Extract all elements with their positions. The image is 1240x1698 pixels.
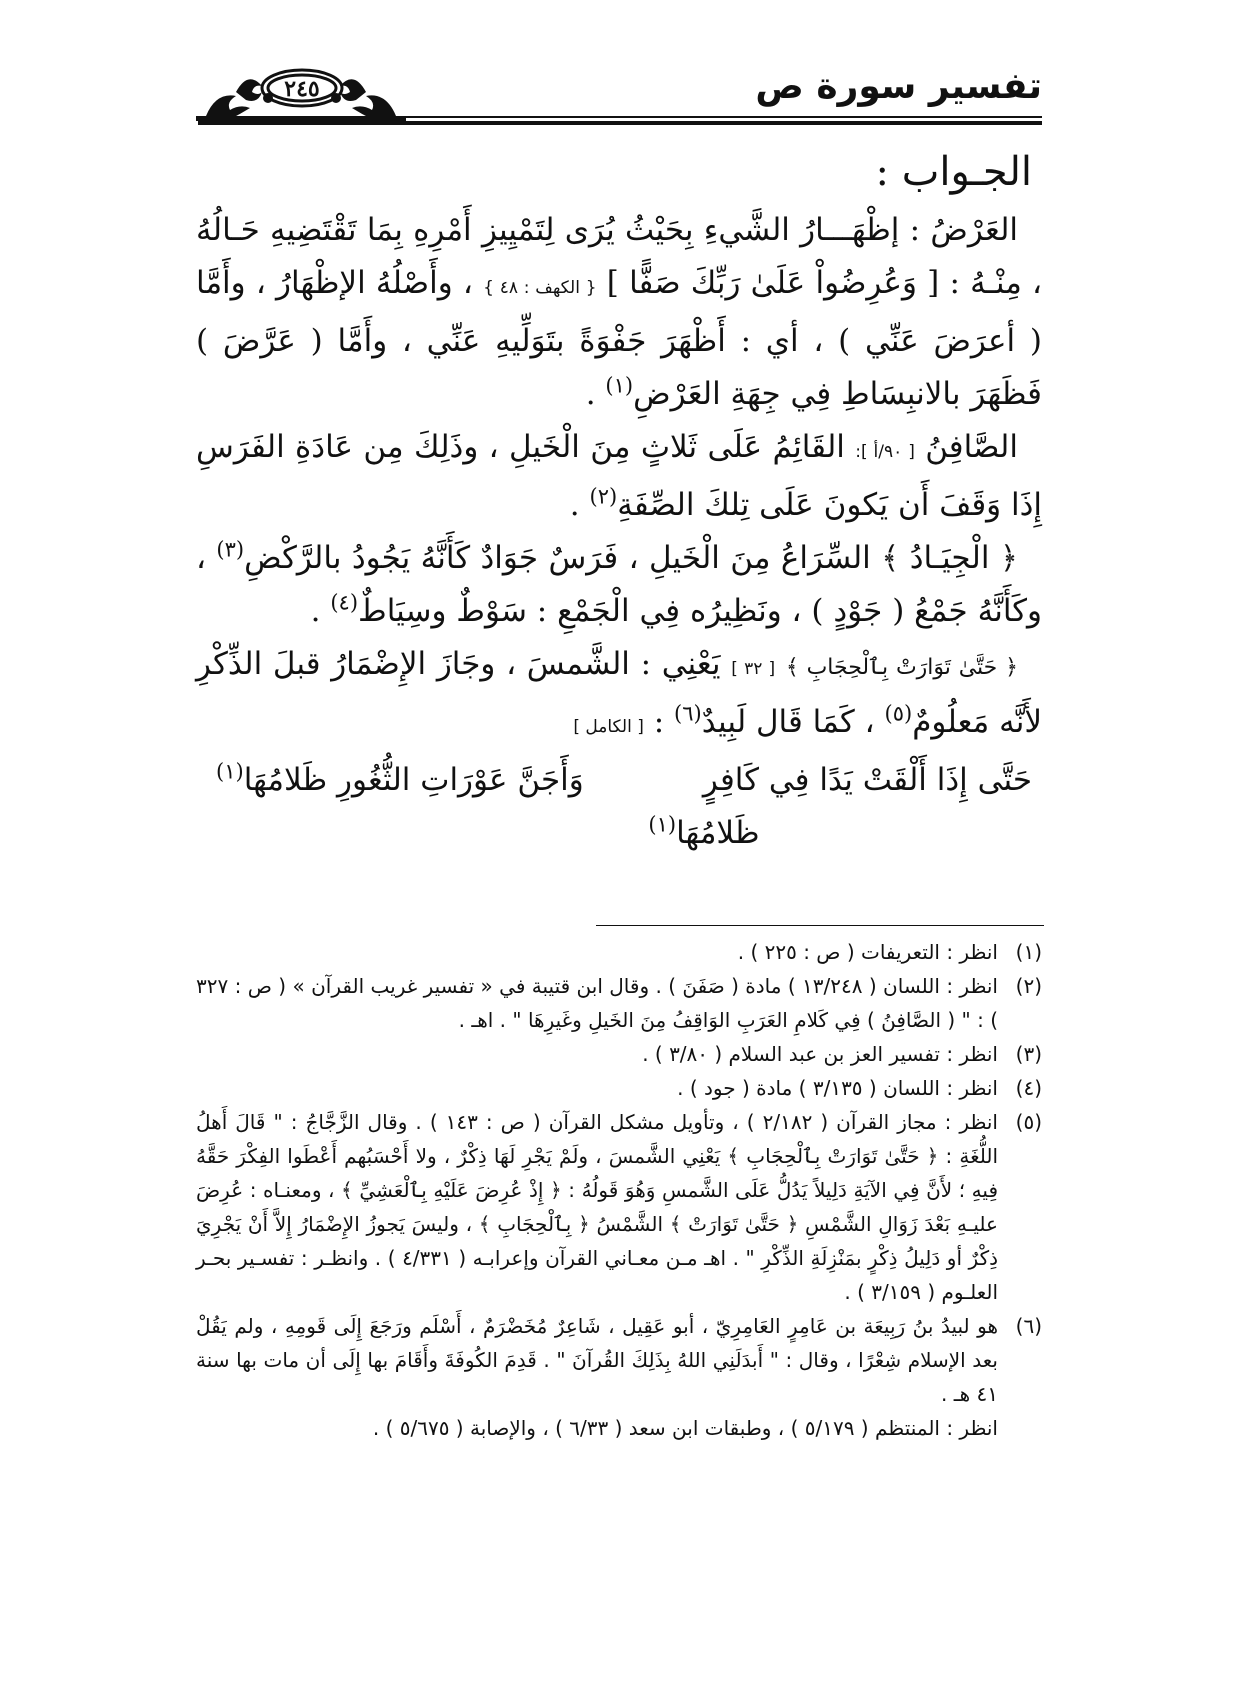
para4-text: يَعْنِي : الشَّمسَ ، وجَازَ الإِضْمَارُ قبلَ الذِّكْرِ لأَنَّه مَعلُومٌ <box>196 646 1042 740</box>
footnote-item <box>196 969 1042 1037</box>
footnote-sources: انظر : المنتظم ( ٥/١٧٩ ) ، وطبقات ابن سعد ( ٦/٣٣ ) ، والإصابة ( ٥/٦٧٥ ) . <box>372 1416 998 1440</box>
verse-repeat-text: ظَلامُهَا <box>676 815 760 851</box>
footnote-marker[interactable]: (٦) <box>674 701 702 726</box>
footnote-marker[interactable]: (١) <box>648 812 677 837</box>
page-number: ٢٤٥ <box>284 76 320 102</box>
footnote-text: انظر : التعريفات ( ص : ٢٢٥ ) . <box>737 940 998 964</box>
footnote-item <box>196 1105 1042 1309</box>
quran-reference: { الكهف : ٤٨ } <box>483 278 597 298</box>
footnote-text: انظر : اللسان ( ١٣/٢٤٨ ) مادة ( صَفَنَ ) . وقال ابن قتيبة في « تفسير غريب القرآن » ( ص : ٣٢٧ ) : " ( الصَّافِنُ ) فِي كَلامِ العَرَبِ الوَاقِفُ مِنَ الخَيلِ وغَيرِهَا " . اهـ . <box>196 974 998 1032</box>
footnote-text: هو لبيدُ بنُ رَبِيعَة بن عَامِرٍ العَامِرِيّ ، أبو عَقِيل ، شَاعِرٌ مُخَضْرَمٌ ، أَسْلَم ورَجَعَ إِلَى قَومِهِ ، ولم يَقُلْ بعد الإسلام شِعْرًا ، وقال : " أَبدَلَنِي اللهُ بِذَلِكَ القُرآنَ " . قَدِمَ الكُوفَةَ وأَقَامَ بها إِلَى أن مات بها سنة ٤١ هـ . <box>196 1314 998 1406</box>
footnote-separator <box>596 925 1044 926</box>
footnote-item <box>196 1309 1042 1411</box>
para1-continuation: ، وأَصْلُهُ الإظْهَارُ ، وأَمَّا ( أعرَضَ عَنِّي ) ، أي : أَظْهَرَ جَفْوَةً بتَوَلِّيهِ عَنِّي ، وأَمَّا ( عَرَّضَ ) فَظَهَرَ بالانبِسَاطِ فِي جِهَةِ العَرْضِ <box>196 265 1042 412</box>
para1-text: العَرْضُ : إظْهَـــارُ الشَّيءِ بِحَيْثُ يُرَى لِتَمْيِيزِ أَمْرِهِ بِمَا تَقْتَضِيهِ حَـالُهُ ، مِنْـهُ : [ وَعُرِضُواْ عَلَىٰ رَبِّكَ صَفًّا ] <box>196 212 1043 301</box>
footnote-item <box>196 1071 1042 1105</box>
para2-text: القَائِمُ عَلَى ثَلاثٍ مِنَ الْخَيلِ ، وذَلِكَ مِن عَادَةِ الفَرَسِ إِذَا وَقَفَ أَن يَكونَ عَلَى تِلكَ الصِّفَةِ <box>196 429 1042 523</box>
para3-end: . <box>310 593 321 629</box>
paragraph-tawarat <box>196 638 1042 754</box>
footnote-item <box>196 1037 1042 1071</box>
footnote-number: (٢) <box>1015 974 1042 998</box>
footnote-item <box>196 935 1042 969</box>
answer-heading: الجـواب : <box>875 149 1032 195</box>
manuscript-folio-ref: [ ٩٠/أ ]: <box>855 442 915 462</box>
para3-text: ﴿ الْجِيَـادُ ﴾ السِّرَاعُ مِنَ الْخَيلِ ، فَرَسٌ جَوَادٌ كَأَنَّهُ يَجُودُ بالرَّكْضِ <box>244 540 1018 576</box>
para1-end: . <box>585 376 596 412</box>
quran-verse: ﴿ حَتَّىٰ تَوَارَتْ بِٱلْحِجَابِ ﴾ <box>785 655 1018 680</box>
para2-end: . <box>569 487 580 523</box>
para4-middle: ، كَمَا قَال لَبِيدٌ <box>701 704 875 740</box>
footnote-marker[interactable]: (٢) <box>589 484 618 509</box>
main-text <box>196 140 1042 860</box>
poetic-meter: [ الكامل ] <box>573 717 644 737</box>
para3-middle: ، وكَأَنَّهُ جَمْعُ ( جَوْدٍ ) ، ونَظِيرُه فِي الْجَمْعِ : سَوْطٌ وسِيَاطٌ <box>196 540 1042 629</box>
footnote-number: (١) <box>1015 940 1042 964</box>
poetry-verse <box>196 754 1042 807</box>
paragraph-safin <box>196 421 1042 532</box>
footnote-marker[interactable]: (١) <box>605 373 634 398</box>
paragraph-arrd <box>196 204 1042 421</box>
footnote-text: انظر : اللسان ( ٣/١٣٥ ) مادة ( جود ) . <box>677 1076 998 1100</box>
header-rule-thick <box>198 121 1042 125</box>
footnote-text: انظر : تفسير العز بن عبد السلام ( ٣/٨٠ ) . <box>642 1042 998 1066</box>
footnotes <box>196 935 1042 1445</box>
running-title: تفسير سورة ص <box>755 66 1042 107</box>
para4-colon: : <box>653 704 665 740</box>
header-rule <box>198 116 1042 118</box>
footnote-marker[interactable]: (٤) <box>330 590 359 615</box>
footnote-number: (٤) <box>1015 1076 1042 1100</box>
verse-number: [ ٣٢ ] <box>731 659 776 679</box>
verse-left-text: وَأَجَنَّ عَوْرَاتِ الثُّغُورِ ظَلامُهَا <box>243 762 584 798</box>
footnote-number: (٣) <box>1015 1042 1042 1066</box>
footnote-text: انظر : مجاز القرآن ( ٢/١٨٢ ) ، وتأويل مشكل القرآن ( ص : ١٤٣ ) . وقال الزَّجَّاجُ : " قَالَ أَهلُ اللُّغَةِ : ﴿ حَتَّىٰ تَوَارَتْ بِٱلْحِجَابِ ﴾ يَعْنِي الشَّمسَ ، ولَمْ يَجْرِ لَهَا ذِكْرٌ ، ولا أَحْسَبُهم أَعْطَوا الفِكْرَ حَقَّهُ فِيهِ ؛ لأَنَّ فِي الآيَةِ دَلِيلاً يَدُلُّ عَلَى الشَّمسِ وَهُوَ قَولُهُ : ﴿ إِذْ عُرِضَ عَلَيْهِ بِٱلْعَشِيِّ ﴾ ، ومعنـاه : عُرِضَ عليـهِ بَعْدَ زَوَالِ الشَّمْسِ ﴿ حَتَّىٰ تَوَارَتْ ﴾ الشَّمْسُ ﴿ بِٱلْحِجَابِ ﴾ ، وليسَ يَجوزُ الإِضْمَارُ إِلاَّ أَنْ يَجْرِيَ ذِكْرٌ أو دَلِيلُ ذِكْرٍ بمَنْزِلَةِ الذِّكْرِ " . اهـ مـن معـاني القرآن وإعرابـه ( ٤/٣٣١ ) . وانظـر : تفسـير بحـر العلـوم ( ٣/١٥٩ ) . <box>196 1110 999 1304</box>
footnote-marker[interactable]: (١) <box>216 759 244 784</box>
footnote-number: (٥) <box>1015 1110 1042 1134</box>
footnote-marker[interactable]: (٣) <box>216 537 245 562</box>
paragraph-jiyad <box>196 532 1042 638</box>
footnote-marker[interactable]: (٥) <box>884 701 913 726</box>
verse-hemistich-right: حَتَّى إِذَا أَلْقَتْ يَدًا فِي كَافِرٍ <box>702 762 1032 798</box>
verse-hemistich-left <box>216 754 584 807</box>
para2-word: الصَّافِنُ <box>925 429 1018 465</box>
footnote-number: (٦) <box>1015 1314 1042 1338</box>
verse-wrapped-line <box>196 807 1042 860</box>
